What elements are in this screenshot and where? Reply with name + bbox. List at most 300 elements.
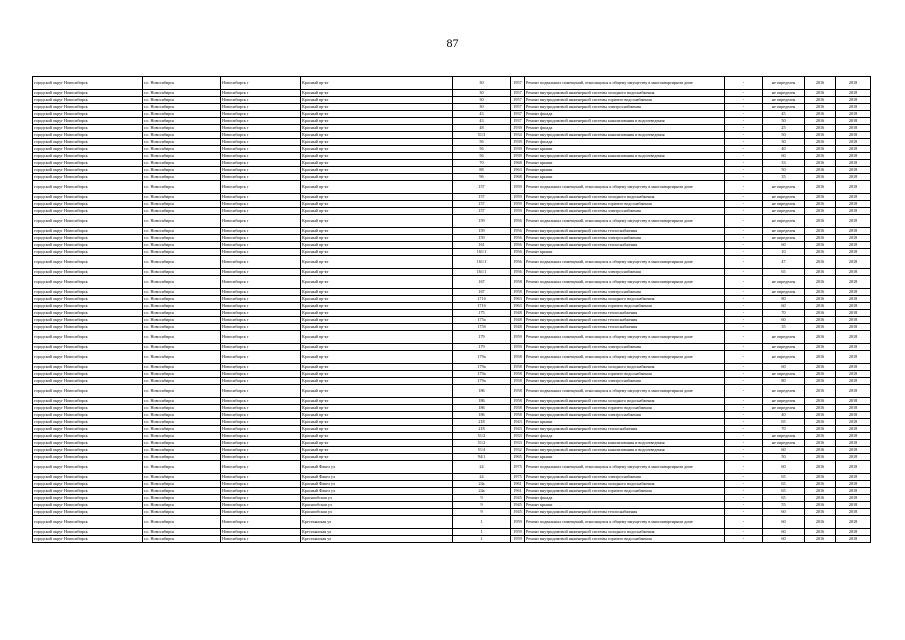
build-year-cell: 1959	[511, 201, 525, 208]
work-type-cell: Ремонт внутридомовой инженерной системы электроснабжения	[525, 289, 725, 296]
district-cell: г.о. Новосибирск	[143, 412, 221, 419]
house-number-cell: 179а	[453, 378, 511, 385]
district-cell: г.о. Новосибирск	[143, 242, 221, 249]
build-year-cell: 1937	[511, 111, 525, 118]
work-type-cell: Ремонт внутридомовой инженерной системы электроснабжения	[525, 269, 725, 276]
dash-cell: -	[725, 208, 763, 215]
start-year-cell: 2016	[805, 276, 836, 289]
table-row	[33, 481, 871, 488]
municipality-cell: городской округ Новосибирск	[33, 181, 143, 194]
municipality-cell: городской округ Новосибирск	[33, 90, 143, 97]
end-year-cell: 2018	[836, 97, 871, 104]
locality-cell: Новосибирск г	[221, 378, 301, 385]
end-year-cell: 2018	[836, 139, 871, 146]
dash-cell: -	[725, 201, 763, 208]
cost-cell: не определен	[763, 344, 805, 351]
end-year-cell: 2018	[836, 146, 871, 153]
district-cell: г.о. Новосибирск	[143, 419, 221, 426]
work-type-cell: Ремонт внутридомовой инженерной системы канализования и водоотведения	[525, 440, 725, 447]
house-number-cell: 179а	[453, 364, 511, 371]
work-type-cell: Ремонт крыши	[525, 146, 725, 153]
municipality-cell: городской округ Новосибирск	[33, 344, 143, 351]
house-number-cell: 1	[453, 536, 511, 543]
end-year-cell: 2018	[836, 440, 871, 447]
house-number-cell: 96	[453, 174, 511, 181]
street-cell: Красный пр-кт	[301, 426, 453, 433]
start-year-cell: 2016	[805, 111, 836, 118]
municipality-cell: городской округ Новосибирск	[33, 454, 143, 461]
district-cell: г.о. Новосибирск	[143, 118, 221, 125]
table-row	[33, 324, 871, 331]
street-cell: Крестьянская ул	[301, 529, 453, 536]
table-row	[33, 488, 871, 495]
work-type-cell: Ремонт внутридомовой инженерной системы горячего водоснабжения	[525, 97, 725, 104]
build-year-cell: 1956	[511, 228, 525, 235]
dash-cell: -	[725, 125, 763, 132]
build-year-cell: 1958	[511, 351, 525, 364]
end-year-cell: 2018	[836, 405, 871, 412]
start-year-cell: 2016	[805, 419, 836, 426]
street-cell: Красный пр-кт	[301, 208, 453, 215]
end-year-cell: 2018	[836, 201, 871, 208]
work-type-cell: Ремонт внутридомовой инженерной системы холодного водоснабжения	[525, 529, 725, 536]
district-cell: г.о. Новосибирск	[143, 111, 221, 118]
municipality-cell: городской округ Новосибирск	[33, 331, 143, 344]
house-number-cell: 24а	[453, 481, 511, 488]
start-year-cell: 2016	[805, 228, 836, 235]
table-row	[33, 371, 871, 378]
locality-cell: Новосибирск г	[221, 351, 301, 364]
house-number-cell: 43	[453, 111, 511, 118]
cost-cell: 60	[763, 461, 805, 474]
start-year-cell: 2016	[805, 215, 836, 228]
build-year-cell: 1975	[511, 474, 525, 481]
municipality-cell: городской округ Новосибирск	[33, 160, 143, 167]
dash-cell: -	[725, 324, 763, 331]
table-row	[33, 344, 871, 351]
municipality-cell: городской округ Новосибирск	[33, 516, 143, 529]
build-year-cell: 1959	[511, 516, 525, 529]
work-type-cell: Ремонт внутридомовой инженерной системы холодного водоснабжения	[525, 194, 725, 201]
municipality-cell: городской округ Новосибирск	[33, 317, 143, 324]
municipality-cell: городской округ Новосибирск	[33, 474, 143, 481]
municipality-cell: городской округ Новосибирск	[33, 419, 143, 426]
build-year-cell: 1957	[511, 90, 525, 97]
start-year-cell: 2016	[805, 433, 836, 440]
municipality-cell: городской округ Новосибирск	[33, 324, 143, 331]
build-year-cell: 1959	[511, 331, 525, 344]
build-year-cell: 1958	[511, 371, 525, 378]
dash-cell: -	[725, 146, 763, 153]
work-type-cell: Ремонт внутридомовой инженерной системы электроснабжения	[525, 412, 725, 419]
dash-cell: -	[725, 256, 763, 269]
locality-cell: Новосибирск г	[221, 495, 301, 502]
district-cell: г.о. Новосибирск	[143, 495, 221, 502]
work-type-cell: Ремонт крыши	[525, 502, 725, 509]
start-year-cell: 2016	[805, 201, 836, 208]
table-row	[33, 194, 871, 201]
end-year-cell: 2018	[836, 118, 871, 125]
locality-cell: Новосибирск г	[221, 181, 301, 194]
locality-cell: Новосибирск г	[221, 364, 301, 371]
locality-cell: Новосибирск г	[221, 310, 301, 317]
municipality-cell: городской округ Новосибирск	[33, 296, 143, 303]
work-type-cell: Ремонт внутридомовой инженерной системы теплоснабжения	[525, 509, 725, 516]
table-row	[33, 228, 871, 235]
work-type-cell: Ремонт внутридомовой инженерной системы электроснабжения	[525, 378, 725, 385]
cost-cell: не определен	[763, 77, 805, 90]
start-year-cell: 2016	[805, 317, 836, 324]
street-cell: Красный пр-кт	[301, 344, 453, 351]
street-cell: Красный пр-кт	[301, 111, 453, 118]
municipality-cell: городской округ Новосибирск	[33, 97, 143, 104]
build-year-cell: 1965	[511, 454, 525, 461]
dash-cell: -	[725, 310, 763, 317]
table-row	[33, 97, 871, 104]
build-year-cell: 1956	[511, 269, 525, 276]
municipality-cell: городской округ Новосибирск	[33, 146, 143, 153]
work-type-cell: Ремонт подвальных помещений, относящихся к общему имуществу в многоквартирном доме	[525, 181, 725, 194]
cost-cell: 60	[763, 536, 805, 543]
street-cell: Красный пр-кт	[301, 412, 453, 419]
start-year-cell: 2016	[805, 296, 836, 303]
street-cell: Красный пр-кт	[301, 371, 453, 378]
start-year-cell: 2016	[805, 269, 836, 276]
house-number-cell: 1	[453, 529, 511, 536]
work-type-cell: Ремонт внутридомовой инженерной системы теплоснабжения	[525, 426, 725, 433]
end-year-cell: 2018	[836, 296, 871, 303]
district-cell: г.о. Новосибирск	[143, 153, 221, 160]
table-row	[33, 276, 871, 289]
locality-cell: Новосибирск г	[221, 208, 301, 215]
dash-cell: -	[725, 215, 763, 228]
build-year-cell: 1957	[511, 77, 525, 90]
district-cell: г.о. Новосибирск	[143, 167, 221, 174]
cost-cell: 50	[763, 118, 805, 125]
cost-cell: не определен	[763, 351, 805, 364]
start-year-cell: 2016	[805, 447, 836, 454]
end-year-cell: 2018	[836, 364, 871, 371]
end-year-cell: 2018	[836, 419, 871, 426]
end-year-cell: 2018	[836, 317, 871, 324]
street-cell: Красный пр-кт	[301, 433, 453, 440]
district-cell: г.о. Новосибирск	[143, 351, 221, 364]
table-row	[33, 208, 871, 215]
end-year-cell: 2018	[836, 516, 871, 529]
locality-cell: Новосибирск г	[221, 228, 301, 235]
cost-cell: 55	[763, 502, 805, 509]
municipality-cell: городской округ Новосибирск	[33, 426, 143, 433]
build-year-cell: 1933	[511, 433, 525, 440]
table-row	[33, 509, 871, 516]
cost-cell: не определен	[763, 276, 805, 289]
cost-cell: 35	[763, 324, 805, 331]
street-cell: Красный пр-кт	[301, 242, 453, 249]
cost-cell: 35	[763, 174, 805, 181]
dash-cell: -	[725, 481, 763, 488]
dash-cell: -	[725, 447, 763, 454]
end-year-cell: 2018	[836, 412, 871, 419]
build-year-cell: 1945	[511, 495, 525, 502]
cost-cell: 70	[763, 426, 805, 433]
table-row	[33, 412, 871, 419]
street-cell: Красный пр-кт	[301, 296, 453, 303]
dash-cell: -	[725, 276, 763, 289]
cost-cell: 40	[763, 412, 805, 419]
table-row	[33, 167, 871, 174]
house-number-cell: 175а	[453, 317, 511, 324]
municipality-cell: городской округ Новосибирск	[33, 481, 143, 488]
cost-cell: 33	[763, 160, 805, 167]
start-year-cell: 2016	[805, 509, 836, 516]
build-year-cell: 1959	[511, 536, 525, 543]
dash-cell: -	[725, 181, 763, 194]
work-type-cell: Ремонт внутридомовой инженерной системы холодного водоснабжения	[525, 364, 725, 371]
end-year-cell: 2018	[836, 235, 871, 242]
build-year-cell: 1956	[511, 242, 525, 249]
street-cell: Красный пр-кт	[301, 317, 453, 324]
end-year-cell: 2018	[836, 385, 871, 398]
work-type-cell: Ремонт фасада	[525, 111, 725, 118]
work-type-cell: Ремонт внутридомовой инженерной системы горячего водоснабжения	[525, 536, 725, 543]
table-row	[33, 153, 871, 160]
table-row	[33, 364, 871, 371]
dash-cell: -	[725, 132, 763, 139]
municipality-cell: городской округ Новосибирск	[33, 228, 143, 235]
dash-cell: -	[725, 509, 763, 516]
cost-cell: 65	[763, 488, 805, 495]
cost-cell: не определен	[763, 208, 805, 215]
build-year-cell: 1961	[511, 488, 525, 495]
house-number-cell: 179а	[453, 371, 511, 378]
house-number-cell: 167	[453, 289, 511, 296]
municipality-cell: городской округ Новосибирск	[33, 529, 143, 536]
house-number-cell: 161/1	[453, 249, 511, 256]
end-year-cell: 2018	[836, 77, 871, 90]
start-year-cell: 2016	[805, 125, 836, 132]
house-number-cell: 24	[453, 461, 511, 474]
build-year-cell: 1961	[511, 481, 525, 488]
dash-cell: -	[725, 118, 763, 125]
table-row	[33, 256, 871, 269]
cost-cell: 50	[763, 454, 805, 461]
street-cell: Красный пр-кт	[301, 364, 453, 371]
table-row	[33, 447, 871, 454]
district-cell: г.о. Новосибирск	[143, 97, 221, 104]
end-year-cell: 2018	[836, 249, 871, 256]
end-year-cell: 2018	[836, 104, 871, 111]
street-cell: Красный пр-кт	[301, 125, 453, 132]
dash-cell: -	[725, 97, 763, 104]
locality-cell: Новосибирск г	[221, 371, 301, 378]
table-row	[33, 77, 871, 90]
end-year-cell: 2018	[836, 447, 871, 454]
house-number-cell: 161/1	[453, 269, 511, 276]
dash-cell: -	[725, 174, 763, 181]
house-number-cell: 167	[453, 276, 511, 289]
street-cell: Красный пр-кт	[301, 118, 453, 125]
cost-cell: 70	[763, 310, 805, 317]
locality-cell: Новосибирск г	[221, 447, 301, 454]
table-row	[33, 317, 871, 324]
dash-cell: -	[725, 77, 763, 90]
table-row	[33, 111, 871, 118]
street-cell: Красный пр-кт	[301, 181, 453, 194]
cost-cell: 30	[763, 139, 805, 146]
work-type-cell: Ремонт подвальных помещений, относящихся к общему имуществу в многоквартирном доме	[525, 351, 725, 364]
table-row	[33, 516, 871, 529]
district-cell: г.о. Новосибирск	[143, 488, 221, 495]
locality-cell: Новосибирск г	[221, 146, 301, 153]
start-year-cell: 2016	[805, 454, 836, 461]
municipality-cell: городской округ Новосибирск	[33, 488, 143, 495]
cost-cell: не определен	[763, 331, 805, 344]
work-type-cell: Ремонт фасада	[525, 495, 725, 502]
end-year-cell: 2018	[836, 167, 871, 174]
cost-cell: 65	[763, 269, 805, 276]
locality-cell: Новосибирск г	[221, 398, 301, 405]
page-number: 87	[446, 36, 459, 50]
house-number-cell: 56	[453, 139, 511, 146]
street-cell: Красный пр-кт	[301, 351, 453, 364]
district-cell: г.о. Новосибирск	[143, 447, 221, 454]
district-cell: г.о. Новосибирск	[143, 215, 221, 228]
dash-cell: -	[725, 454, 763, 461]
locality-cell: Новосибирск г	[221, 412, 301, 419]
start-year-cell: 2016	[805, 153, 836, 160]
table-row	[33, 104, 871, 111]
locality-cell: Новосибирск г	[221, 132, 301, 139]
dash-cell: -	[725, 160, 763, 167]
cost-cell: 60	[763, 317, 805, 324]
street-cell: Красный пр-кт	[301, 440, 453, 447]
cost-cell: не определен	[763, 385, 805, 398]
start-year-cell: 2016	[805, 242, 836, 249]
cost-cell: 60	[763, 509, 805, 516]
dash-cell: -	[725, 153, 763, 160]
district-cell: г.о. Новосибирск	[143, 139, 221, 146]
build-year-cell: 1939	[511, 153, 525, 160]
table-row	[33, 405, 871, 412]
end-year-cell: 2018	[836, 174, 871, 181]
municipality-cell: городской округ Новосибирск	[33, 440, 143, 447]
cost-cell: 50	[763, 167, 805, 174]
district-cell: г.о. Новосибирск	[143, 481, 221, 488]
street-cell: Красный пр-кт	[301, 269, 453, 276]
build-year-cell: 1975	[511, 461, 525, 474]
cost-cell: не определен	[763, 104, 805, 111]
municipality-cell: городской округ Новосибирск	[33, 139, 143, 146]
work-type-cell: Ремонт внутридомовой инженерной системы электроснабжения	[525, 208, 725, 215]
work-type-cell: Ремонт подвальных помещений, относящихся к общему имуществу в многоквартирном доме	[525, 276, 725, 289]
house-number-cell: 171б	[453, 296, 511, 303]
street-cell: Красный пр-кт	[301, 160, 453, 167]
house-number-cell: 175	[453, 310, 511, 317]
house-number-cell: 9	[453, 509, 511, 516]
build-year-cell: 1937	[511, 118, 525, 125]
start-year-cell: 2016	[805, 474, 836, 481]
locality-cell: Новосибирск г	[221, 488, 301, 495]
house-number-cell: 30	[453, 97, 511, 104]
build-year-cell: 1959	[511, 208, 525, 215]
locality-cell: Новосибирск г	[221, 474, 301, 481]
start-year-cell: 2016	[805, 235, 836, 242]
work-type-cell: Ремонт внутридомовой инженерной системы горячего водоснабжения	[525, 303, 725, 310]
street-cell: Красный пр-кт	[301, 454, 453, 461]
house-number-cell: 157	[453, 201, 511, 208]
table-row	[33, 289, 871, 296]
district-cell: г.о. Новосибирск	[143, 228, 221, 235]
start-year-cell: 2016	[805, 324, 836, 331]
municipality-cell: городской округ Новосибирск	[33, 405, 143, 412]
end-year-cell: 2018	[836, 454, 871, 461]
cost-cell: 65	[763, 419, 805, 426]
start-year-cell: 2016	[805, 502, 836, 509]
district-cell: г.о. Новосибирск	[143, 461, 221, 474]
cost-cell: 80	[763, 296, 805, 303]
district-cell: г.о. Новосибирск	[143, 516, 221, 529]
district-cell: г.о. Новосибирск	[143, 181, 221, 194]
table-row	[33, 160, 871, 167]
table-row	[33, 296, 871, 303]
work-type-cell: Ремонт крыши	[525, 174, 725, 181]
build-year-cell: 1943	[511, 419, 525, 426]
table-row	[33, 378, 871, 385]
end-year-cell: 2018	[836, 269, 871, 276]
build-year-cell: 1957	[511, 104, 525, 111]
end-year-cell: 2018	[836, 153, 871, 160]
cost-cell: 60	[763, 516, 805, 529]
build-year-cell: 1957	[511, 97, 525, 104]
house-number-cell: 24а	[453, 488, 511, 495]
district-cell: г.о. Новосибирск	[143, 509, 221, 516]
start-year-cell: 2016	[805, 481, 836, 488]
work-type-cell: Ремонт внутридомовой инженерной системы канализования и водоотведения	[525, 132, 725, 139]
end-year-cell: 2018	[836, 351, 871, 364]
table-row	[33, 502, 871, 509]
start-year-cell: 2016	[805, 256, 836, 269]
build-year-cell: 1963	[511, 303, 525, 310]
end-year-cell: 2018	[836, 289, 871, 296]
street-cell: Красный пр-кт	[301, 447, 453, 454]
house-number-cell: 179а	[453, 351, 511, 364]
cost-cell: 10	[763, 249, 805, 256]
dash-cell: -	[725, 242, 763, 249]
locality-cell: Новосибирск г	[221, 296, 301, 303]
district-cell: г.о. Новосибирск	[143, 317, 221, 324]
work-type-cell: Ремонт внутридомовой инженерной системы холодного водоснабжения	[525, 398, 725, 405]
table-row	[33, 201, 871, 208]
street-cell: Красный пр-кт	[301, 201, 453, 208]
house-number-cell: 186	[453, 405, 511, 412]
start-year-cell: 2016	[805, 181, 836, 194]
house-number-cell: 186	[453, 412, 511, 419]
municipality-cell: городской округ Новосибирск	[33, 433, 143, 440]
cost-cell: не определен	[763, 405, 805, 412]
work-type-cell: Ремонт подвальных помещений, относящихся к общему имуществу в многоквартирном доме	[525, 256, 725, 269]
start-year-cell: 2016	[805, 344, 836, 351]
locality-cell: Новосибирск г	[221, 235, 301, 242]
house-number-cell: 159	[453, 235, 511, 242]
locality-cell: Новосибирск г	[221, 529, 301, 536]
table-row	[33, 331, 871, 344]
street-cell: Красный Факел ул	[301, 474, 453, 481]
house-number-cell: 24	[453, 474, 511, 481]
table-row	[33, 242, 871, 249]
dash-cell: -	[725, 364, 763, 371]
build-year-cell: 1945	[511, 509, 525, 516]
end-year-cell: 2018	[836, 344, 871, 351]
